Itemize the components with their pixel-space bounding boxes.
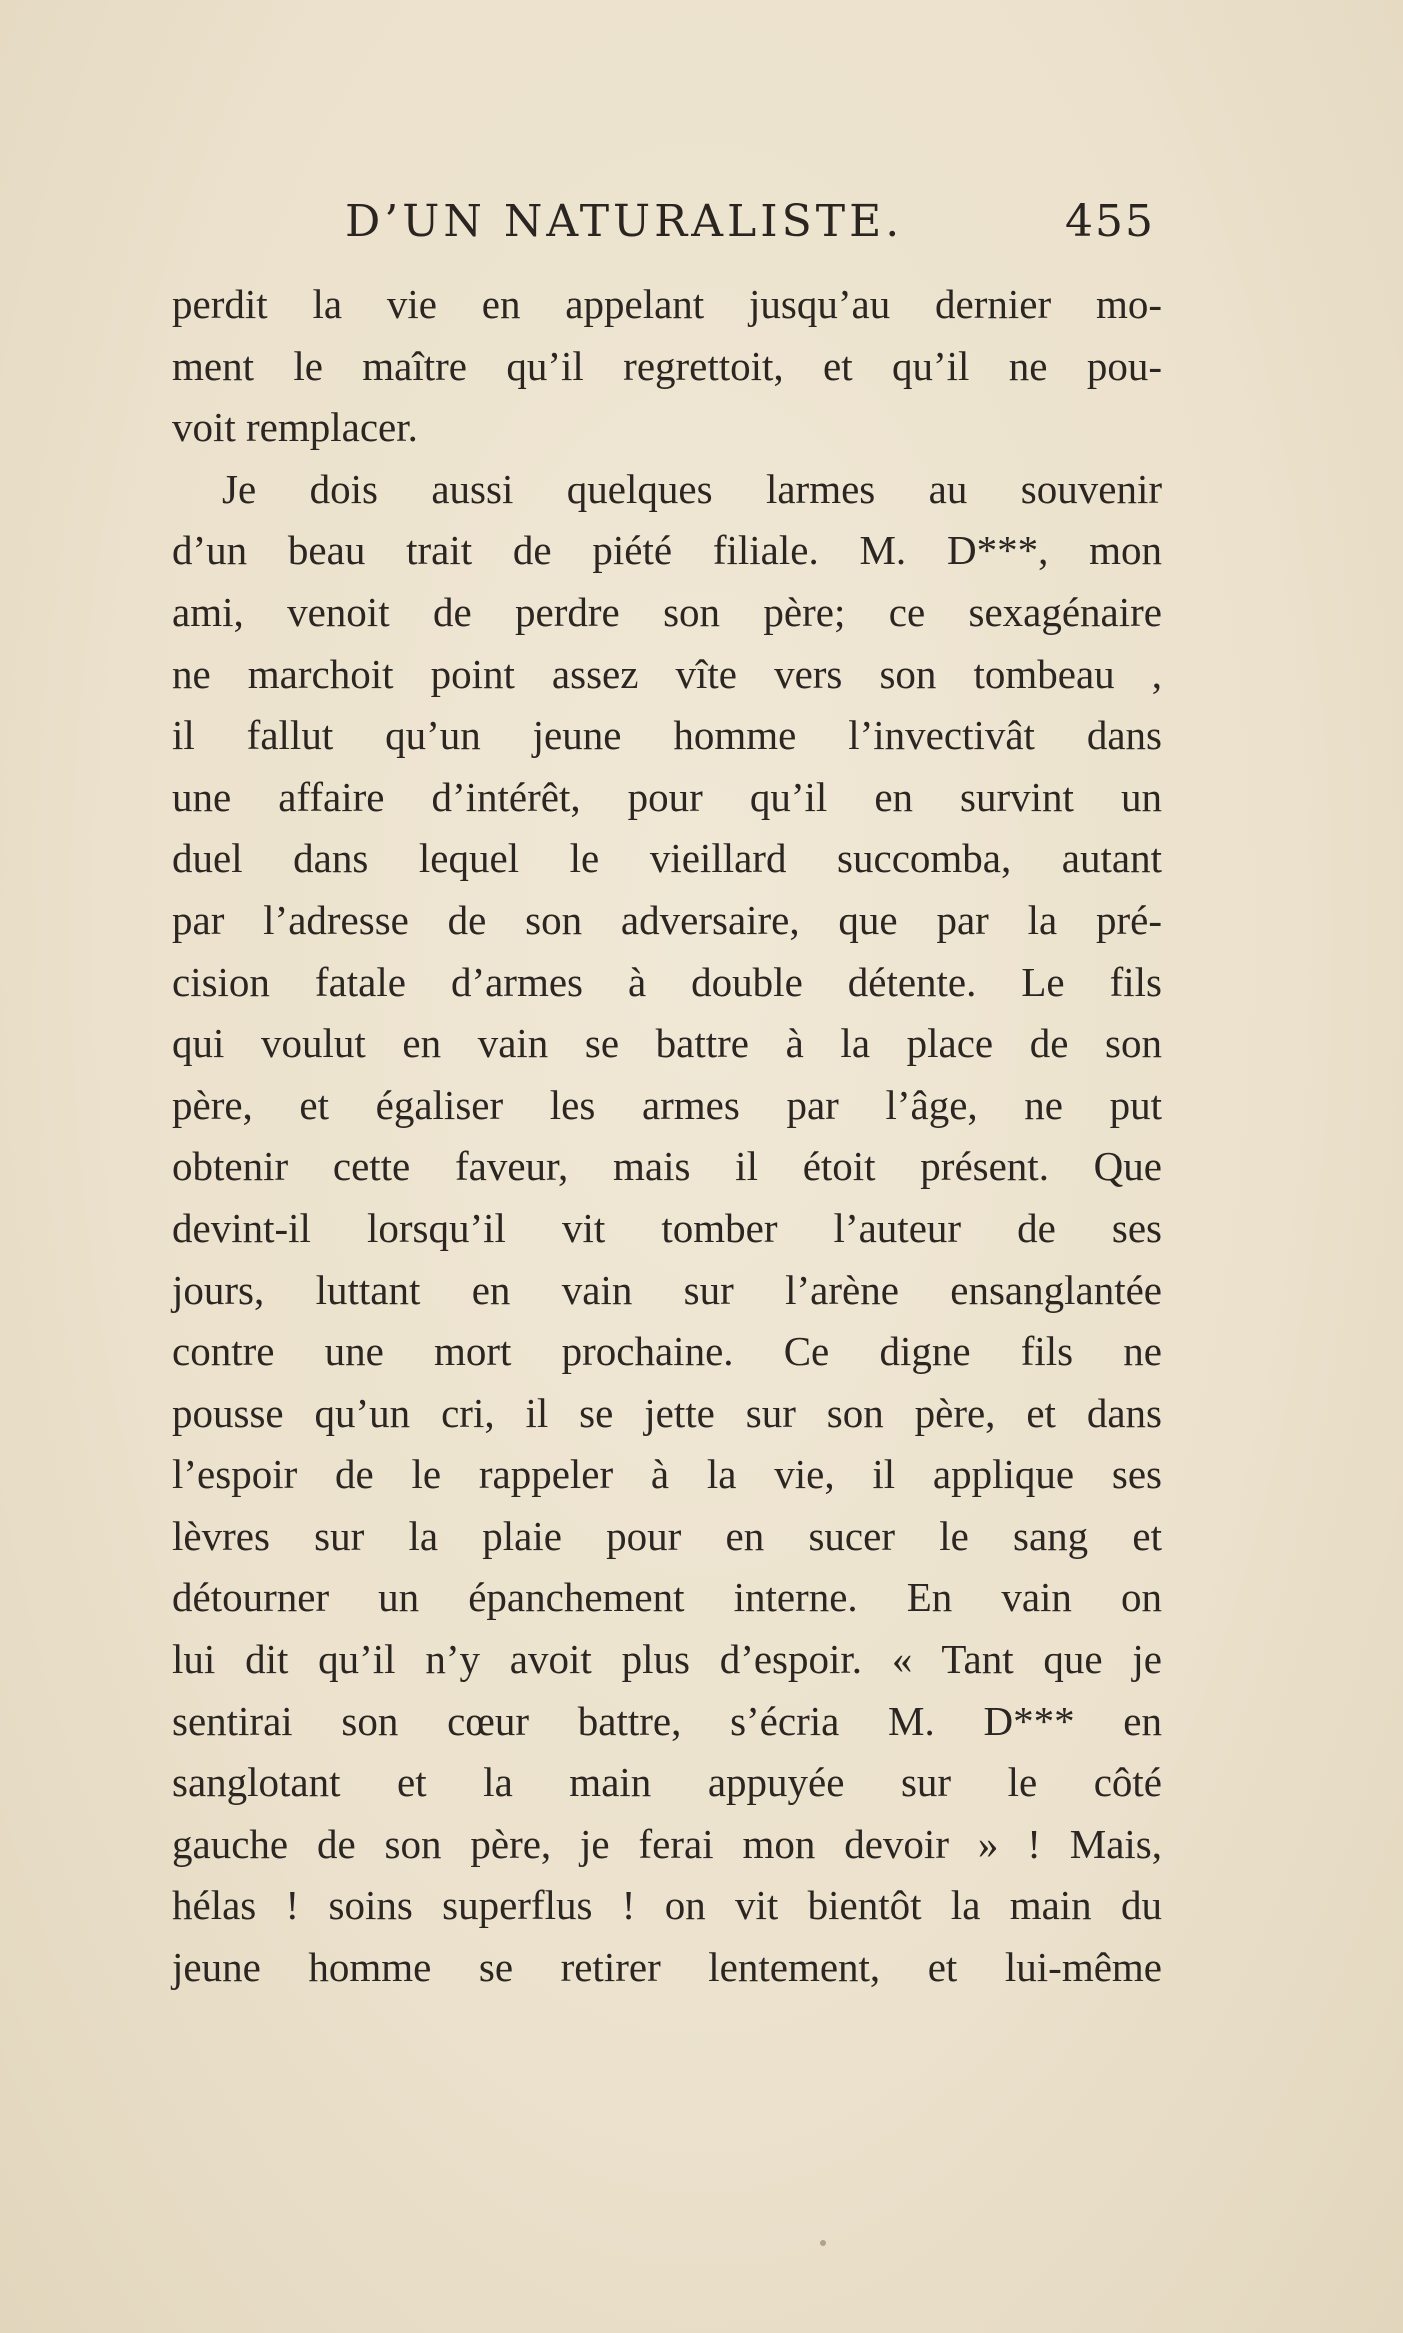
text-line: hélas ! soins superflus ! on vit bientôt la main du xyxy=(172,1882,1162,1929)
text-line: l’espoir de le rappeler à la vie, il applique ses xyxy=(172,1451,1162,1498)
text-line: contre une mort prochaine. Ce digne fils ne xyxy=(172,1328,1162,1375)
text-line: gauche de son père, je ferai mon devoir » ! Mais, xyxy=(172,1820,1162,1867)
text-line: voit remplacer. xyxy=(172,404,418,451)
text-line: il fallut qu’un jeune homme l’invectivât dans xyxy=(172,712,1162,759)
page-number: 455 xyxy=(1065,196,1155,247)
text-line: détourner un épanchement interne. En vain on xyxy=(172,1574,1162,1621)
text-line: ne marchoit point assez vîte vers son tombeau , xyxy=(172,650,1162,697)
text-line: ami, venoit de perdre son père; ce sexagénaire xyxy=(172,588,1162,635)
text-line: duel dans lequel le vieillard succomba, autant xyxy=(172,835,1162,882)
text-line: père, et égaliser les armes par l’âge, ne put xyxy=(172,1081,1162,1128)
text-line: perdit la vie en appelant jusqu’au dernier mo- xyxy=(172,281,1162,327)
text-line: lui dit qu’il n’y avoit plus d’espoir. « Tant que je xyxy=(172,1636,1162,1683)
body-text xyxy=(172,274,1162,1999)
text-line: jeune homme se retirer lentement, et lui-même xyxy=(172,1944,1162,1991)
text-line: sanglotant et la main appuyée sur le côté xyxy=(172,1759,1162,1806)
paper-spot xyxy=(820,2240,826,2246)
text-line: Je dois aussi quelques larmes au souvenir xyxy=(222,465,1162,512)
text-line: par l’adresse de son adversaire, que par la pré- xyxy=(172,896,1162,943)
text-line: jours, luttant en vain sur l’arène ensanglantée xyxy=(172,1266,1162,1313)
text-line: une affaire d’intérêt, pour qu’il en survint un xyxy=(172,773,1162,820)
text-line: ment le maître qu’il regrettoit, et qu’il ne pou- xyxy=(172,342,1162,389)
text-line: lèvres sur la plaie pour en sucer le sang et xyxy=(172,1512,1162,1559)
text-line: obtenir cette faveur, mais il étoit présent. Que xyxy=(172,1143,1162,1190)
text-line: devint-il lorsqu’il vit tomber l’auteur de ses xyxy=(172,1204,1162,1251)
text-line: cision fatale d’armes à double détente. Le fils xyxy=(172,958,1162,1005)
running-header xyxy=(345,196,1155,256)
text-line: pousse qu’un cri, il se jette sur son père, et dans xyxy=(172,1389,1162,1436)
running-title: D’UN NATURALISTE. xyxy=(345,196,904,247)
text-line: d’un beau trait de piété filiale. M. D***, mon xyxy=(172,527,1162,574)
text-line: sentirai son cœur battre, s’écria M. D*** en xyxy=(172,1697,1162,1744)
text-line: qui voulut en vain se battre à la place de son xyxy=(172,1020,1162,1067)
